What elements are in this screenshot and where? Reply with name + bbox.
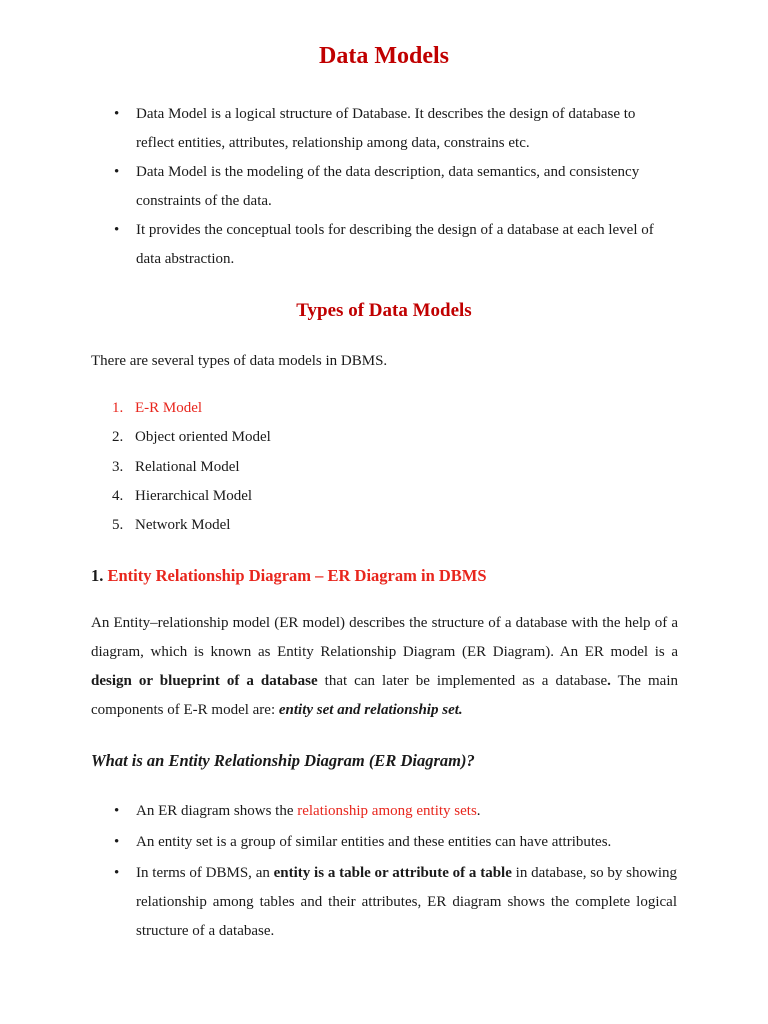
bullet-icon: • [114,222,120,238]
bold-phrase: design or blueprint of a database [91,673,318,689]
type-label: Hierarchical Model [135,487,253,504]
list-item [0,797,677,826]
what-is-er-heading: What is an Entity Relationship Diagram (ER Diagram)? [91,751,475,770]
bold-italic-phrase: entity set and relationship set. [278,702,463,718]
list-item [0,828,677,857]
list-number: 3. [112,458,124,475]
types-list [0,394,271,540]
bullet-text: In terms of DBMS, an [136,865,274,881]
bullet-icon: • [114,106,120,122]
type-label: E-R Model [135,400,203,416]
bullet-icon: • [114,164,120,180]
intro-bullet-text: It provides the conceptual tools for describing the design of a database at each level of data abstraction. [136,222,654,267]
paragraph-text: The main components of E-R model are: [91,673,678,718]
paragraph-text: An Entity–relationship model (ER model) describes the structure of a database with the help of a diagram, which is known as Entity Relationship Diagram (ER Diagram). An ER model is a [91,615,678,660]
list-item [0,511,271,540]
section-number: 1. [91,566,104,585]
list-number: 2. [112,429,124,446]
bullet-icon: • [114,865,120,881]
type-label: Relational Model [135,458,240,475]
type-label: Network Model [135,517,231,534]
types-intro: There are several types of data models in DBMS. [91,353,388,369]
list-item [0,100,677,158]
list-item [0,859,677,946]
section1-heading [91,563,487,589]
red-phrase: relationship among entity sets [297,803,477,819]
paragraph-text: that can later be implemented as a database [317,673,608,689]
bullet-icon: • [114,803,120,819]
list-number: 1. [112,400,124,416]
list-item [0,453,271,482]
intro-bullet-list [0,100,677,274]
page-title: Data Models [319,43,449,69]
intro-bullet-text: Data Model is a logical structure of Database. It describes the design of database to reflect entities, attributes, relationship among data, constrains etc. [136,106,636,151]
bullet-text: An entity set is a group of similar entities and these entities can have attributes. [136,834,612,850]
section-title: Entity Relationship Diagram – ER Diagram in DBMS [107,566,487,585]
intro-bullet-text: Data Model is the modeling of the data description, data semantics, and consistency constraints of the data. [136,164,640,209]
er-bullet-list [0,797,677,946]
bold-period: . [607,673,611,689]
bullet-icon: • [114,834,120,850]
type-label: Object oriented Model [135,429,271,446]
bullet-text: An ER diagram shows the [136,803,298,819]
bullet-text: in database, so by showing relationship among tables and their attributes, ER diagram shows the complete logical structure of a database. [136,865,677,939]
list-number: 5. [112,517,124,534]
list-item [0,423,271,452]
list-number: 4. [112,487,124,504]
bold-phrase: entity is a table or attribute of a table [273,865,512,881]
list-item [0,482,271,511]
list-item [0,158,677,216]
bullet-text: . [476,803,481,819]
er-model-paragraph [91,609,678,725]
list-item [0,216,677,274]
list-item [0,394,271,423]
types-heading: Types of Data Models [296,300,472,321]
